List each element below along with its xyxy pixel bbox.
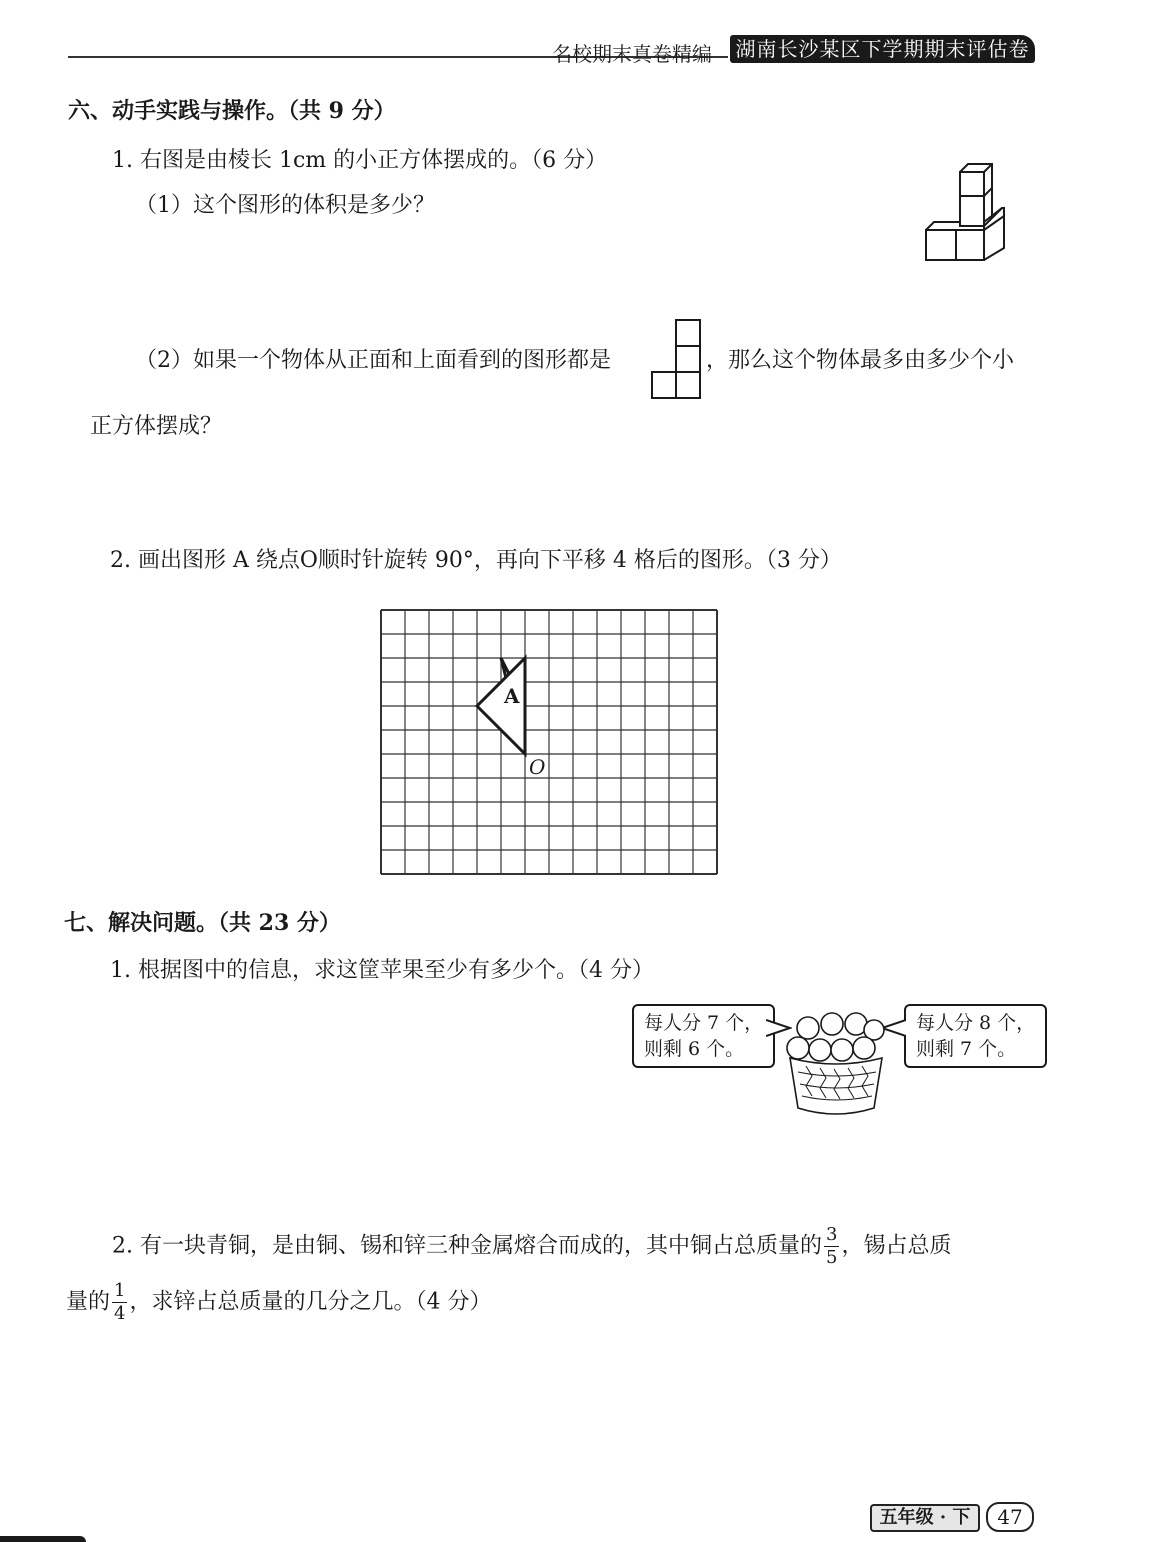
s7-q2-stem-d: ，求锌占总质量的几分之几。（4 分） [129, 1289, 492, 1315]
bubble-left-line2: 则剩 6 个。 [644, 1038, 745, 1060]
frac2-denominator: 4 [114, 1303, 126, 1324]
apple-basket-icon [784, 1008, 888, 1120]
corner-mark [0, 1536, 86, 1542]
header-exam-badge: 湖南长沙某区下学期期末评估卷 [730, 35, 1035, 63]
s6-q2-stem: 2. 画出图形 A 绕点O顺时针旋转 90°，再向下平移 4 格后的图形。（3 分） [110, 548, 842, 573]
speech-bubble-left [632, 1004, 775, 1068]
view-shape-figure [648, 318, 704, 402]
cube-stack-figure [920, 160, 1012, 264]
frac1-denominator: 5 [826, 1247, 838, 1268]
section6-title: 六、动手实践与操作。（共 9 分） [68, 98, 396, 124]
bubble-right-line2: 则剩 7 个。 [916, 1038, 1017, 1060]
s7-q2-stem-c: 量的 [66, 1289, 111, 1315]
point-o-label: O [529, 755, 546, 779]
bubble-left-line1: 每人分 7 个， [644, 1012, 764, 1034]
s6-q1-stem: 1. 右图是由棱长 1cm 的小正方体摆成的。（6 分） [112, 148, 608, 173]
s7-q2-stem-a: 2. 有一块青铜，是由铜、锡和锌三种金属熔合而成的，其中铜占总质量的 [112, 1233, 822, 1259]
footer-grade-badge: 五年级 · 下 [870, 1504, 980, 1532]
s6-q1-sub2-before: （2）如果一个物体从正面和上面看到的图形都是 [135, 348, 611, 373]
s6-q1-sub2-cont: 正方体摆成？ [90, 414, 223, 439]
fraction-1-4 [112, 1282, 127, 1323]
s7-q2-line2 [66, 1282, 491, 1323]
header-series: 名校期末真卷精编 [552, 42, 712, 66]
frac2-numerator: 1 [114, 1280, 126, 1301]
s7-q2-line1 [112, 1226, 951, 1267]
speech-bubble-right [904, 1004, 1047, 1068]
frac1-numerator: 3 [826, 1224, 838, 1245]
s6-q1-sub1: （1）这个图形的体积是多少？ [135, 193, 435, 218]
s7-q2-stem-b: ，锡占总质 [841, 1233, 952, 1259]
fraction-3-5 [824, 1226, 839, 1267]
section7-title: 七、解决问题。（共 23 分） [64, 910, 341, 936]
footer-page-number: 47 [986, 1502, 1034, 1532]
shape-a-label: A [504, 684, 520, 708]
shape-a-overlay [380, 608, 720, 876]
s6-q1-sub2-after: ，那么这个物体最多由多少个小 [706, 348, 1015, 373]
bubble-right-line1: 每人分 8 个， [916, 1012, 1036, 1034]
s7-q1-stem: 1. 根据图中的信息，求这筐苹果至少有多少个。（4 分） [110, 958, 654, 983]
